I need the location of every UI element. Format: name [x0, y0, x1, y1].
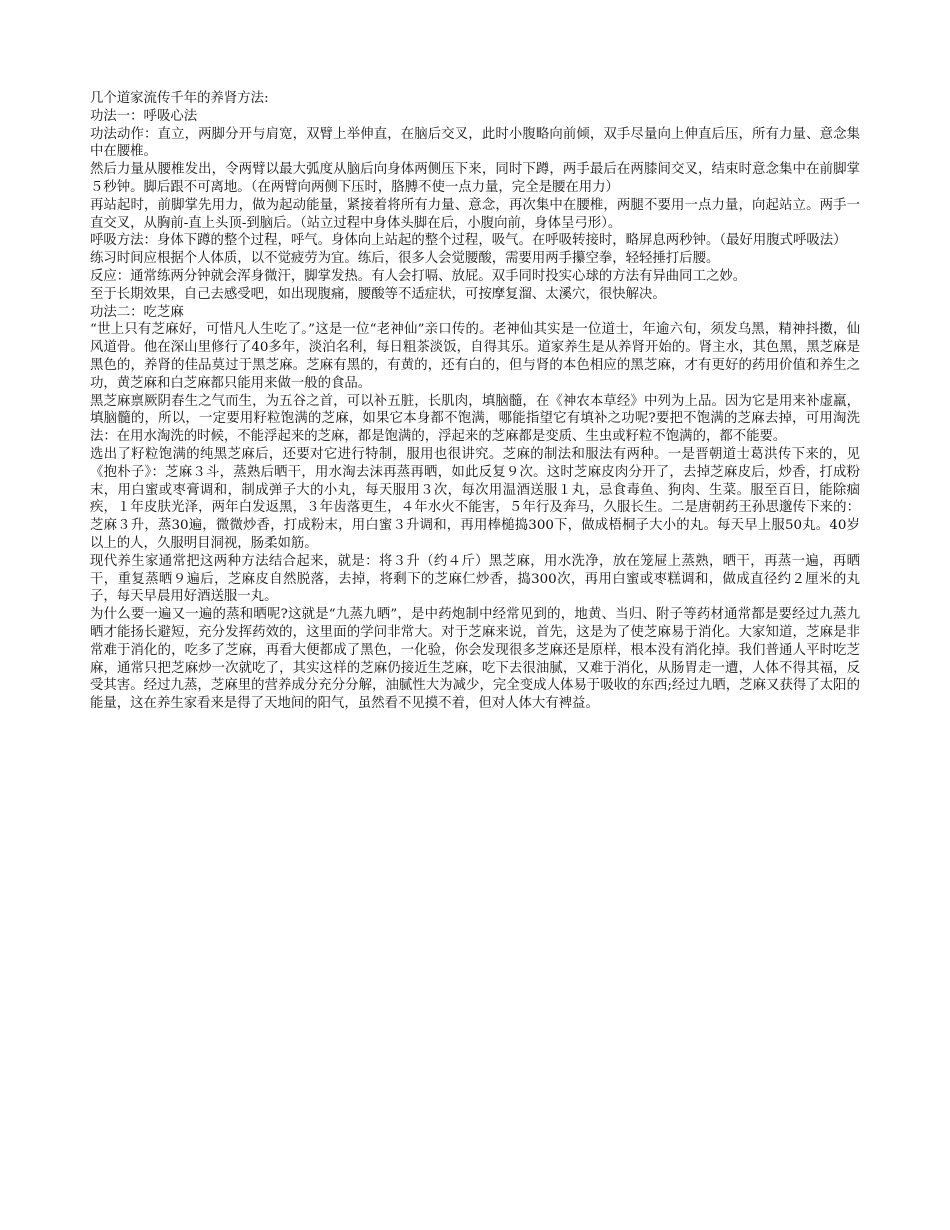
paragraph-black-sesame: 黑芝麻禀厥阴春生之气而生，为五谷之首，可以补五脏，长肌肉，填脑髓，在《神农本草经》中列为上品。因为它是用来补虚羸，填脑髓的，所以，一定要用籽粒饱满的芝麻，如果它本身都不饱满，哪能指望它有填补之功呢?要把不饱满的芝麻去掉，可用淘洗法：在用水淘洗的时候，不能浮起来的芝麻，都是饱满的，浮起来的芝麻都是变质、生虫或籽粒不饱满的，都不能要。: [90, 393, 860, 445]
paragraph-long-term: 至于长期效果，自己去感受吧，如出现腹痛，腰酸等不适症状，可按摩复溜、太溪穴，很快解决。: [90, 286, 666, 302]
document-title: 几个道家流传千年的养肾方法:: [90, 91, 269, 106]
paragraph-breathing: 呼吸方法：身体下蹲的整个过程，呼气。身体向上站起的整个过程，吸气。在呼吸转接时，略屏息两秒钟。（最好用腹式呼吸法）: [90, 233, 847, 249]
section-heading-method-one: 功法一：呼吸心法: [90, 108, 198, 124]
paragraph-practice-time: 练习时间应根据个人体质，以不觉疲劳为宜。练后，很多人会觉腰酸，需要用两手攥空拳，轻轻捶打后腰。: [90, 251, 720, 267]
section-heading-method-two: 功法二：吃芝麻: [90, 304, 184, 320]
document-body: [90, 90, 860, 713]
paragraph-stand-up: 再站起时，前脚掌先用力，做为起动能量，紧接着将所有力量、意念，再次集中在腰椎，两腿不要用一点力量，向起站立。两手一直交叉，从胸前-直上头顶-到脑后。（站立过程中身体头脚在后，小腹向前，身体呈弓形）。: [90, 197, 860, 231]
paragraph-old-immortal: “世上只有芝麻好，可惜凡人生吃了。”这是一位“老神仙”亲口传的。老神仙其实是一位道士，年逾六旬，须发乌黑，精神抖擞，仙风道骨。他在深山里修行了40多年，淡泊名利，每日粗茶淡饭，自得其乐。道家养生是从养肾开始的。肾主水，其色黑，黑芝麻是黑色的，养肾的佳品莫过于黑芝麻。芝麻有黑的，有黄的，还有白的，但与肾的本色相应的黑芝麻，才有更好的药用价值和养生之功，黄芝麻和白芝麻都只能用来做一般的食品。: [90, 322, 860, 391]
paragraph-reaction: 反应：通常练两分钟就会浑身微汗，脚掌发热。有人会打嗝、放屁。双手同时投实心球的方法有异曲同工之妙。: [90, 268, 747, 284]
paragraph-squat: 然后力量从腰椎发出，令两臂以最大弧度从脑后向身体两侧压下来，同时下蹲，两手最后在两膝间交叉，结束时意念集中在前脚掌５秒钟。脚后跟不可离地。（在两臂向两侧下压时，胳膊不使一点力量，完全是腰在用力）: [90, 162, 860, 195]
paragraph-modern-method: 现代养生家通常把这两种方法结合起来，就是：将３升（约４斤）黑芝麻，用水洗净，放在笼屉上蒸熟，晒干，再蒸一遍，再晒干，重复蒸晒９遍后，芝麻皮自然脱落，去掉，将剩下的芝麻仁炒香，捣300次，再用白蜜或枣糕调和，做成直径约２厘米的丸子，每天早晨用好酒送服一丸。: [90, 553, 860, 605]
paragraph-posture: 功法动作：直立，两脚分开与肩宽，双臂上举伸直，在脑后交叉，此时小腹略向前倾，双手尽量向上伸直后压，所有力量、意念集中在腰椎。: [90, 126, 860, 160]
paragraph-preparation: 选出了籽粒饱满的纯黑芝麻后，还要对它进行特制，服用也很讲究。芝麻的制法和服法有两种。一是晋朝道士葛洪传下来的，见《抱朴子》：芝麻３斗，蒸熟后晒干，用水淘去沫再蒸再晒，如此反复９次。这时芝麻皮肉分开了，去掉芝麻皮后，炒香，打成粉末，用白蜜或枣膏调和，制成弹子大的小丸，每天服用３次，每次用温酒送服１丸，忌食毒鱼、狗肉、生菜。服至百日，能除痼疾，１年皮肤光泽，两年白发返黑，３年齿落更生，４年水火不能害，５年行及奔马，久服长生。二是唐朝药王孙思邈传下来的：芝麻３升，蒸30遍，微微炒香，打成粉末，用白蜜３升调和，再用棒槌捣300下，做成梧桐子大小的丸。每天早上服50丸。40岁以上的人，久服明目洞视，肠柔如筋。: [90, 446, 860, 551]
paragraph-nine-steams: 为什么要一遍又一遍的蒸和晒呢?这就是“九蒸九晒”，是中药炮制中经常见到的，地黄、当归、附子等药材通常都是要经过九蒸九晒才能扬长避短，充分发挥药效的，这里面的学问非常大。对于芝麻来说，首先，这是为了使芝麻易于消化。大家知道，芝麻是非常难于消化的，吃多了芝麻，再看大便都成了黑色，一化验，你会发现很多芝麻还是原样，根本没有消化掉。我们普通人平时吃芝麻，通常只把芝麻炒一次就吃了，其实这样的芝麻仍接近生芝麻，吃下去很油腻，又难于消化，从肠胃走一遭，人体不得其福，反受其害。经过九蒸，芝麻里的营养成分充分分解，油腻性大为减少，完全变成人体易于吸收的东西;经过九晒，芝麻又获得了太阳的能量，这在养生家看来是得了天地间的阳气，虽然看不见摸不着，但对人体大有裨益。: [90, 607, 860, 712]
